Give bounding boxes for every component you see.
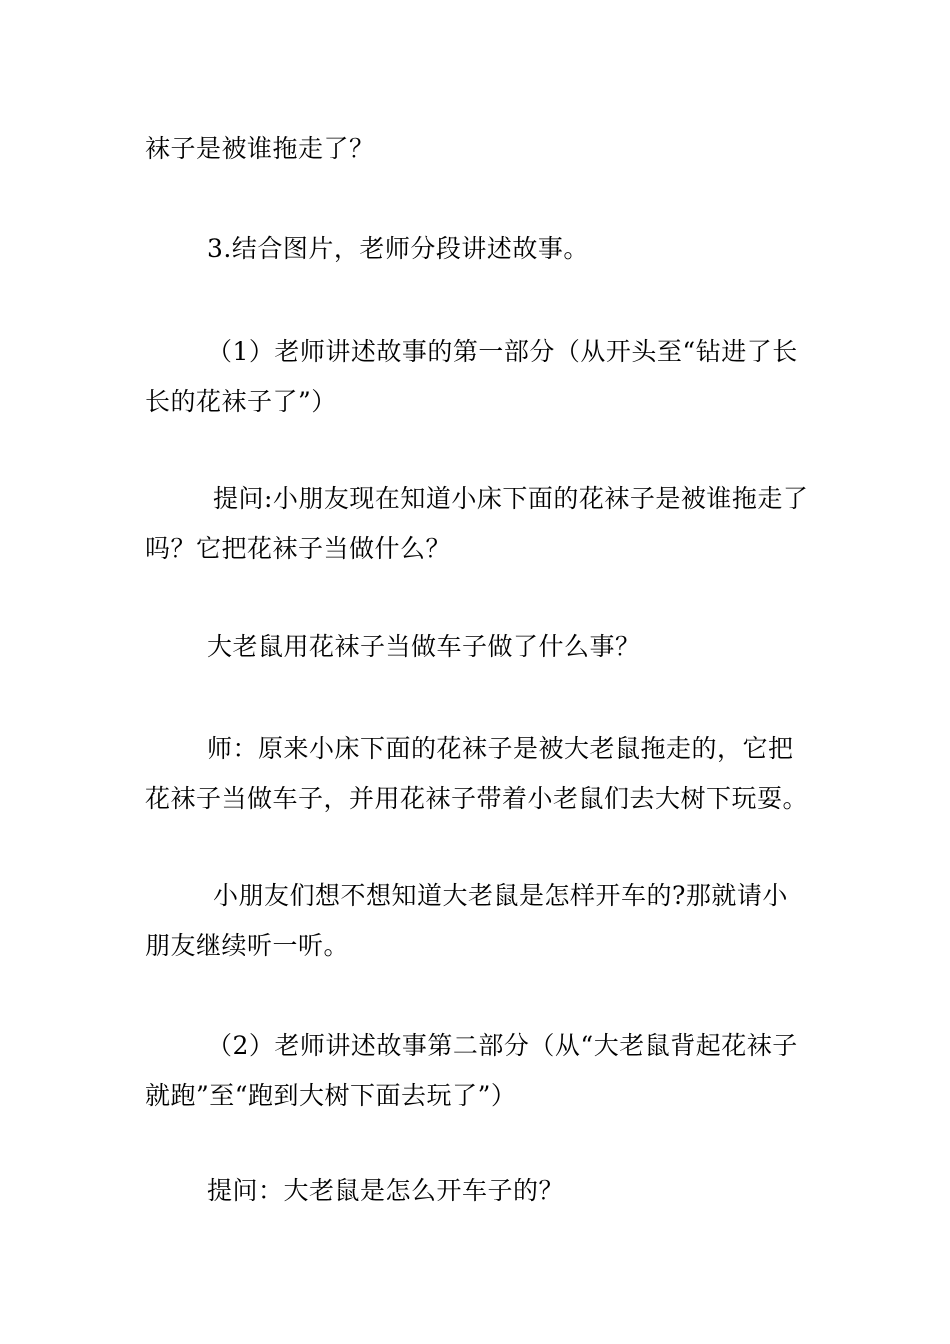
paragraph-step-3: 3.结合图片，老师分段讲述故事。 — [207, 234, 589, 263]
paragraph-question-1: 提问:小朋友现在知道小床下面的花袜子是被谁拖走了吗？它把花袜子当做什么？ — [145, 484, 809, 563]
paragraph-socks-question: 袜子是被谁拖走了？ — [145, 134, 375, 163]
paragraph-part-1: （1）老师讲述故事的第一部分（从开头至“钻进了长长的花袜子了”） — [145, 337, 798, 416]
paragraph-question-2: 大老鼠用花袜子当做车子做了什么事？ — [207, 632, 641, 661]
paragraph-teacher-explanation: 师：原来小床下面的花袜子是被大老鼠拖走的，它把花袜子当做车子，并用花袜子带着小老鼠们去大树下玩耍。 — [145, 734, 809, 813]
paragraph-question-3: 提问：大老鼠是怎么开车子的？ — [207, 1176, 565, 1205]
paragraph-part-2: （2）老师讲述故事第二部分（从“大老鼠背起花袜子就跑”至“跑到大树下面去玩了”） — [145, 1031, 798, 1110]
paragraph-continue-listening: 小朋友们想不想知道大老鼠是怎样开车的?那就请小朋友继续听一听。 — [145, 881, 788, 960]
